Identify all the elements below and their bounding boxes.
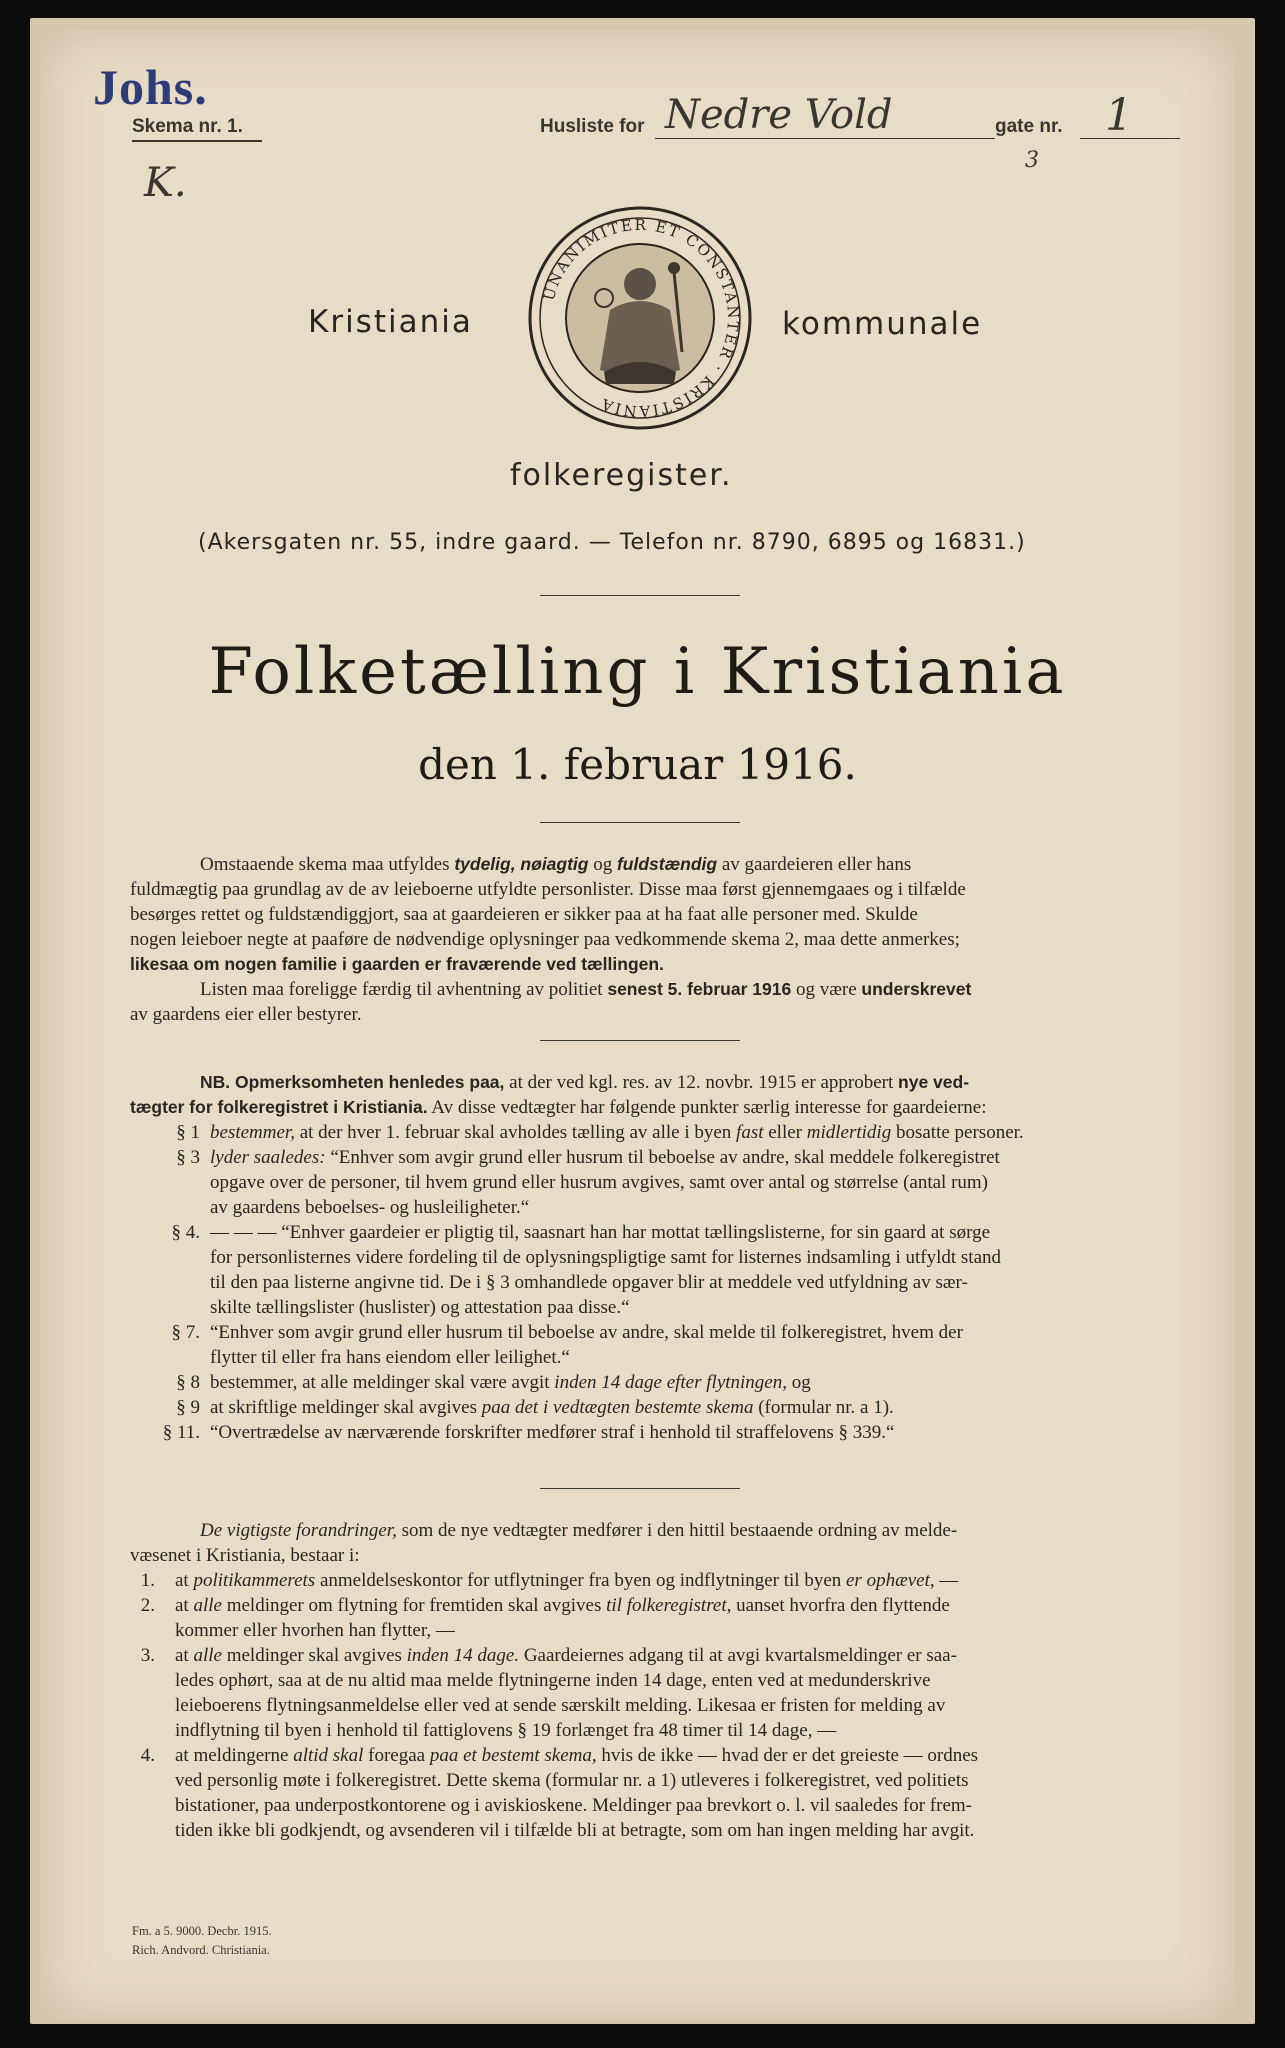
paragraph-1: § 1 bestemmer, at der hver 1. februar skal avholdes tælling av alle i byen fast eller midlertidig bosatte personer. (176, 1122, 1024, 1143)
change-item-3-line: indflytning til byen i henhold til fattiglovens § 19 forlænget fra 48 timer til 14 dage, — (175, 1720, 837, 1741)
skema-number: Skema nr. 1. (132, 116, 262, 142)
paragraph-4-line: for personlisternes videre fordeling til de oplysningspligtige samt for listernes indsamling i utfyldt stand (210, 1247, 1002, 1268)
change-item-3: 3. at alle meldinger skal avgives inden 14 dage. Gaardeiernes adgang til at avgi kvartalsmeldinger er saa- (140, 1645, 957, 1666)
intro-line: likesaa om nogen familie i gaarden er fraværende ved tællingen. (130, 954, 664, 974)
intro-paragraph (130, 852, 1150, 1027)
intro-line: av gaardens eier eller bestyrer. (130, 1004, 362, 1025)
office-register: folkeregister. (510, 458, 733, 493)
divider (540, 822, 740, 823)
main-title: Folketælling i Kristiania (208, 635, 1067, 709)
change-item-4-line: tiden ikke bli godkjendt, og avsenderen vil i tilfælde bli at betragte, som om han ingen melding har avgit. (175, 1820, 975, 1841)
paragraph-4-line: til den paa listerne angivne tid. De i § 3 omhandlede opgaver blir at meddele ved utfyldning av sær- (210, 1272, 968, 1293)
husliste-label: Husliste for (540, 116, 645, 137)
changes-line: væsenet i Kristiania, bestaar i: (130, 1545, 360, 1566)
intro-line: Listen maa foreligge færdig til avhentning av politiet senest 5. februar 1916 og være underskrevet (200, 979, 972, 1000)
handwritten-k: K. (144, 160, 187, 206)
paragraph-4-line: skilte tællingslister (huslister) og attestation paa disse.“ (210, 1297, 630, 1318)
changes-section (130, 1518, 1150, 1843)
census-form-page (40, 30, 1235, 2020)
change-item-4-line: bistationer, paa underpostkontorene og i aviskioskene. Meldinger paa brevkort o. l. vil saaledes for frem- (175, 1795, 972, 1816)
paragraph-3-line: av gaardens beboelses- og husleiligheter.“ (210, 1197, 530, 1218)
paragraph-11: § 11. “Overtrædelse av nærværende forskrifter medfører straf i henhold til straffelovens § 339.“ (162, 1422, 895, 1443)
office-right-word: kommunale (782, 306, 983, 342)
seal-text: UNANIMITER ET CONSTANTER · KRISTIANIA (539, 215, 743, 421)
title-date: den 1. februar 1916. (418, 740, 857, 789)
imprint-line: Fm. a 5. 9000. Decbr. 1915. (132, 1924, 272, 1938)
street-field-line (655, 138, 995, 139)
nb-line: NB. Opmerksomheten henledes paa, at der ved kgl. res. av 12. novbr. 1915 er approbert nye ved- (200, 1072, 970, 1093)
intro-line: fuldmægtig paa grundlag av de av leieboerne utfyldte personlister. Disse maa først gjennemgaaes og i tilfælde (130, 879, 966, 900)
intro-line: nogen leieboer negte at paaføre de nødvendige oplysninger paa vedkommende skema 2, maa dette anmerkes; (130, 929, 960, 950)
gate-extra-note: 3 (1025, 148, 1039, 173)
johs-stamp: Johs. (93, 59, 208, 115)
city-seal-icon (524, 202, 756, 434)
paragraph-3: § 3 lyder saaledes: “Enhver som avgir grund eller husrum til beboelse av andre, skal meddele folkeregistret (176, 1147, 1000, 1168)
paragraph-8: § 8 bestemmer, at alle meldinger skal være avgit inden 14 dage efter flytningen, og (176, 1372, 811, 1393)
paragraph-9: § 9 at skriftlige meldinger skal avgives paa det i vedtægten bestemte skema (formular nr. a 1). (176, 1397, 894, 1418)
paragraph-3-line: opgave over de personer, til hvem grund eller husrum avgives, samt over antal og størrelse (antal rum) (210, 1172, 988, 1193)
nb-line: tægter for folkeregistret i Kristiania. Av disse vedtægter har følgende punkter særlig interesse for gaardeierne: (130, 1097, 987, 1118)
street-value: Nedre Vold (665, 92, 893, 138)
changes-line: De vigtigste forandringer, som de nye vedtægter medfører i den hittil bestaaende ordning av melde- (200, 1520, 958, 1541)
printer-imprint (132, 1922, 272, 1960)
imprint-line: Rich. Andvord. Christiania. (132, 1943, 270, 1957)
intro-line: besørges rettet og fuldstændiggjort, saa at gaardeieren er sikker paa at ha faat alle personer med. Skulde (130, 904, 918, 925)
change-item-3-line: leieboerens flytningsanmeldelse eller ved at sende særskilt melding. Likesaa er fristen for melding av (175, 1695, 946, 1716)
change-item-3-line: ledes ophørt, saa at de nu altid maa melde flytningerne inden 14 dage, enten ved at medunderskrive (175, 1670, 931, 1691)
change-item-1: 1. at politikammerets anmeldelseskontor for utflytninger fra byen og indflytninger til byen er ophævet, — (140, 1570, 959, 1591)
gate-number-value: 1 (1105, 90, 1133, 141)
office-address: (Akersgaten nr. 55, indre gaard. — Telefon nr. 8790, 6895 og 16831.) (198, 530, 1026, 555)
change-item-2-line: kommer eller hvorhen han flytter, — (175, 1620, 455, 1641)
paragraph-7: § 7. “Enhver som avgir grund eller husrum til beboelse av andre, skal melde til folkeregistret, hvem der (171, 1322, 963, 1343)
change-item-4-line: ved personlig møte i folkeregistret. Dette skema (formular nr. a 1) utleveres i folkeregistret, ved politiets (175, 1770, 969, 1791)
change-item-4: 4. at meldingerne altid skal foregaa paa et bestemt skema, hvis de ikke — hvad der er det greieste — ordnes (140, 1745, 979, 1766)
divider (540, 595, 740, 596)
gate-label: gate nr. (995, 116, 1063, 137)
office-left-word: Kristiania (308, 304, 473, 340)
paragraph-7-line: flytter til eller fra hans eiendom eller leilighet.“ (210, 1347, 570, 1368)
change-item-2: 2. at alle meldinger om flytning for fremtiden skal avgives til folkeregistret, uanset hvorfra den flyttende (140, 1595, 950, 1616)
divider (540, 1488, 740, 1489)
intro-line: Omstaaende skema maa utfyldes tydelig, nøiagtig og fuldstændig av gaardeieren eller hans (200, 854, 912, 875)
paragraph-4: § 4. — — — “Enhver gaardeier er pligtig til, saasnart han har mottat tællingslisterne, for sin gaard at sørge (171, 1222, 991, 1243)
divider (540, 1040, 740, 1041)
nb-section (130, 1070, 1150, 1445)
